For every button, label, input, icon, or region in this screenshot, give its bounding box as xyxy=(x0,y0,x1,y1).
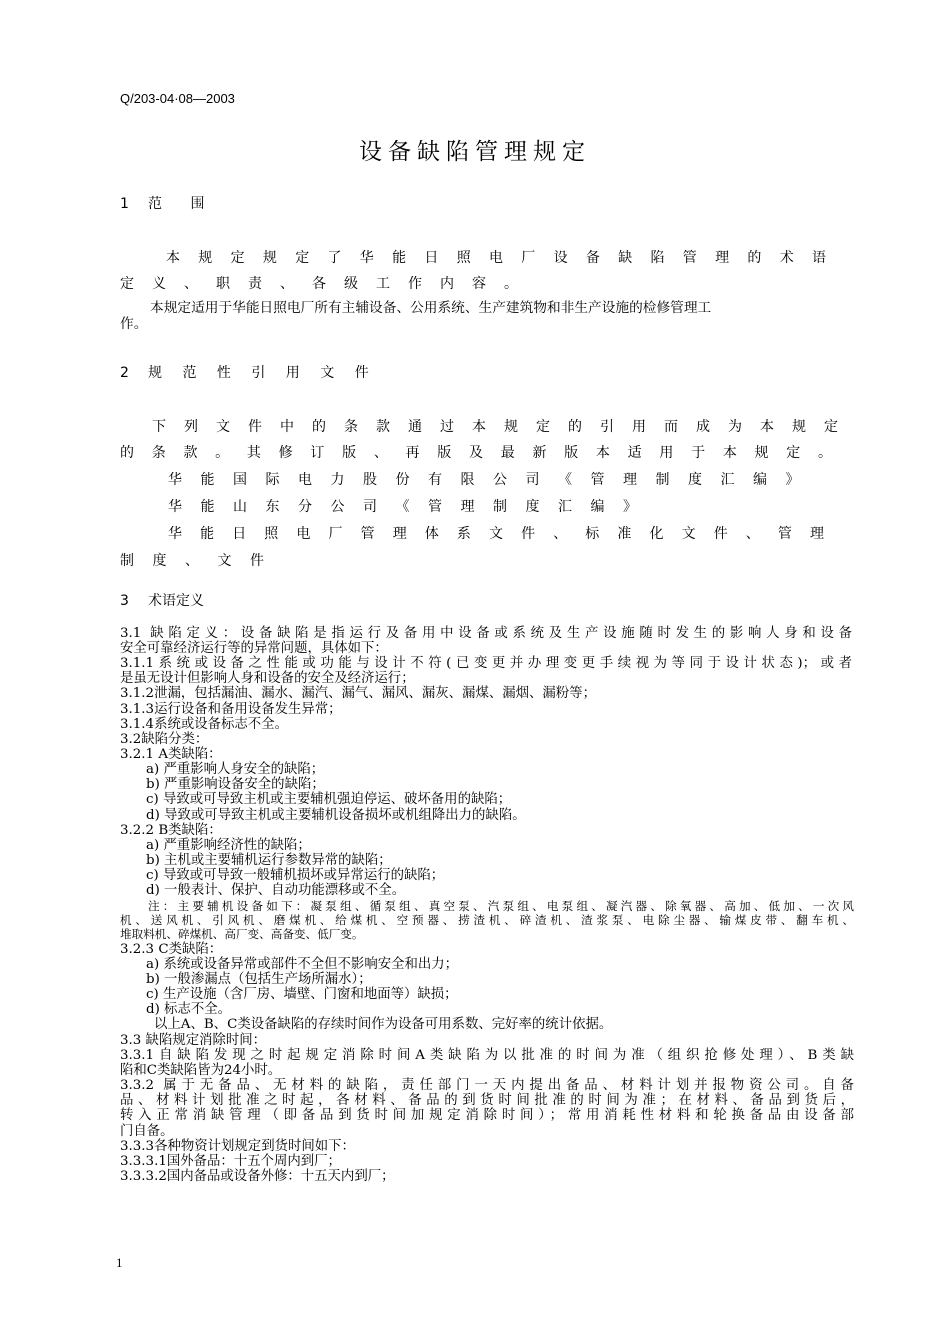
s3-line2-8: 陷和C类缺陷皆为24小时。 xyxy=(120,1063,282,1078)
s3-line2-4: d) 标志不全。 xyxy=(146,1002,232,1017)
s3-line-10: b) 严重影响设备安全的缺陷； xyxy=(146,777,325,792)
s3-line2-6: 3.3 缺陷规定消除时间： xyxy=(120,1033,267,1048)
s3-line2-10: 品、材料计划批准之时起，各材料、备品的到货时间批准的时间为准；在材料、备品到货后， xyxy=(120,1093,854,1108)
section-1-title: 范 围 xyxy=(148,196,217,212)
section-1-p1-line1: 本规定规定了华能日照电厂设备缺陷管理的术语 xyxy=(166,250,826,266)
s3-line-3: 是虽无设计但影响人身和设备的安全及经济运行； xyxy=(120,671,415,686)
section-2-line2: 的条款。其修订版、再版及最新版本适用于本规定。 xyxy=(120,445,832,461)
s3-line2-5: 以上A、B、C类设备缺陷的存续时间作为设备可用系数、完好率的统计依据。 xyxy=(154,1017,613,1032)
section-2-line6: 制度、文件 xyxy=(120,553,283,569)
s3-line-11: c) 导致或可导致主机或主要辅机强迫停运、破坏备用的缺陷； xyxy=(146,792,512,807)
section-2-line1: 下列文件中的条款通过本规定的引用而成为本规定 xyxy=(152,419,838,435)
section-2-heading xyxy=(120,362,377,382)
section-2-line3: 华能国际电力股份有限公司《管理制度汇编》 xyxy=(168,472,818,488)
s3-line-7: 3.2缺陷分类： xyxy=(120,732,209,747)
section-3-title: 术语定义 xyxy=(148,593,204,609)
section-2-line5: 华能日照电厂管理体系文件、标准化文件、管理 xyxy=(168,526,824,542)
section-1-p1-line2: 定义、职责、各级工作内容。 xyxy=(120,276,536,292)
section-3-heading xyxy=(120,590,204,610)
section-1-p2-line2: 作。 xyxy=(120,316,148,332)
s3-line2-11: 转入正常消缺管理（即备品到货时间加规定消除时间）；常用消耗性材料和轮换备品由设备部 xyxy=(120,1108,854,1123)
section-2-number: 2 xyxy=(120,365,129,381)
s3-line-12: d) 导致或可导致主机或主要辅机设备损坏或机组降出力的缺陷。 xyxy=(146,808,526,823)
s3-line2-0: 3.2.3 C类缺陷： xyxy=(120,942,223,957)
doc-code: Q/203-04·08—2003 xyxy=(120,91,235,106)
section-1-number: 1 xyxy=(120,196,129,212)
s3-line2-13: 3.3.3各种物资计划规定到货时间如下： xyxy=(120,1139,355,1154)
section-3-number: 3 xyxy=(120,593,129,609)
s3-line-14: a) 严重影响经济性的缺陷； xyxy=(146,838,311,853)
s3-line-4: 3.1.2泄漏，包括漏油、漏水、漏汽、漏气、漏风、漏灰、漏煤、漏烟、漏粉等； xyxy=(120,686,596,701)
section-2-title: 规 范 性 引 用 文 件 xyxy=(148,365,377,381)
s3-line2-2: b) 一般渗漏点（包括生产场所漏水）； xyxy=(146,972,372,987)
s3-line2-12: 门自备。 xyxy=(120,1124,174,1139)
s3-line-6: 3.1.4系统或设备标志不全。 xyxy=(120,717,288,732)
s3-line-0: 3.1 缺陷定义：设备缺陷是指运行及备用中设备或系统及生产设施随时发生的影响人身和设备 xyxy=(120,626,852,641)
s3-line2-3: c) 生产设施（含厂房、墙壁、门窗和地面等）缺损； xyxy=(146,987,458,1002)
page-title: 设备缺陷管理规定 xyxy=(359,139,591,165)
s3-line-17: d) 一般表计、保护、自动功能漂移或不全。 xyxy=(146,883,406,898)
section-1-p2-line1: 本规定适用于华能日照电厂所有主辅设备、公用系统、生产建筑物和非生产设施的检修管理工 xyxy=(150,300,712,316)
section-2-line4: 华能山东分公司《管理制度汇编》 xyxy=(168,499,656,515)
s3-note-0: 注：主要辅机设备如下：凝泵组、循泵组、真空泵、汽泵组、电泵组、凝汽器、除氧器、高加、低加、一次风 xyxy=(148,899,854,913)
s3-line-8: 3.2.1 A类缺陷： xyxy=(120,747,222,762)
s3-note-2: 堆取料机、碎煤机、高厂变、高备变、低厂变。 xyxy=(120,927,364,941)
page-number: 1 xyxy=(116,1255,123,1270)
s3-line2-9: 3.3.2 属于无备品、无材料的缺陷，责任部门一天内提出备品、材料计划并报物资公司。自备 xyxy=(120,1078,854,1093)
s3-line-16: c) 导致或可导致一般辅机损坏或异常运行的缺陷； xyxy=(146,868,445,883)
s3-line-5: 3.1.3运行设备和备用设备发生异常； xyxy=(120,702,342,717)
s3-note-1: 机、送风机、引风机、磨煤机、给煤机、空预器、捞渣机、碎渣机、渣浆泵、电除尘器、输煤皮带、翻车机、 xyxy=(120,913,854,927)
section-1-heading xyxy=(120,193,216,213)
s3-line-13: 3.2.2 B类缺陷： xyxy=(120,823,222,838)
s3-line-1: 安全可靠经济运行等的异常问题，具体如下： xyxy=(120,641,388,656)
s3-line2-1: a) 系统或设备异常或部件不全但不影响安全和出力； xyxy=(146,957,459,972)
s3-line-15: b) 主机或主要辅机运行参数异常的缺陷； xyxy=(146,853,392,868)
s3-line2-7: 3.3.1自缺陷发现之时起规定消除时间A类缺陷为以批准的时间为准（组织抢修处理）、B类缺 xyxy=(120,1048,854,1063)
s3-line-9: a) 严重影响人身安全的缺陷； xyxy=(146,762,325,777)
s3-line2-14: 3.3.3.1国外备品：十五个周内到厂； xyxy=(120,1154,341,1169)
s3-line2-15: 3.3.3.2国内备品或设备外修：十五天内到厂； xyxy=(120,1169,395,1184)
s3-line-2: 3.1.1系统或设备之性能或功能与设计不符(已变更并办理变更手续视为等同于设计状态)；或者 xyxy=(120,656,852,671)
